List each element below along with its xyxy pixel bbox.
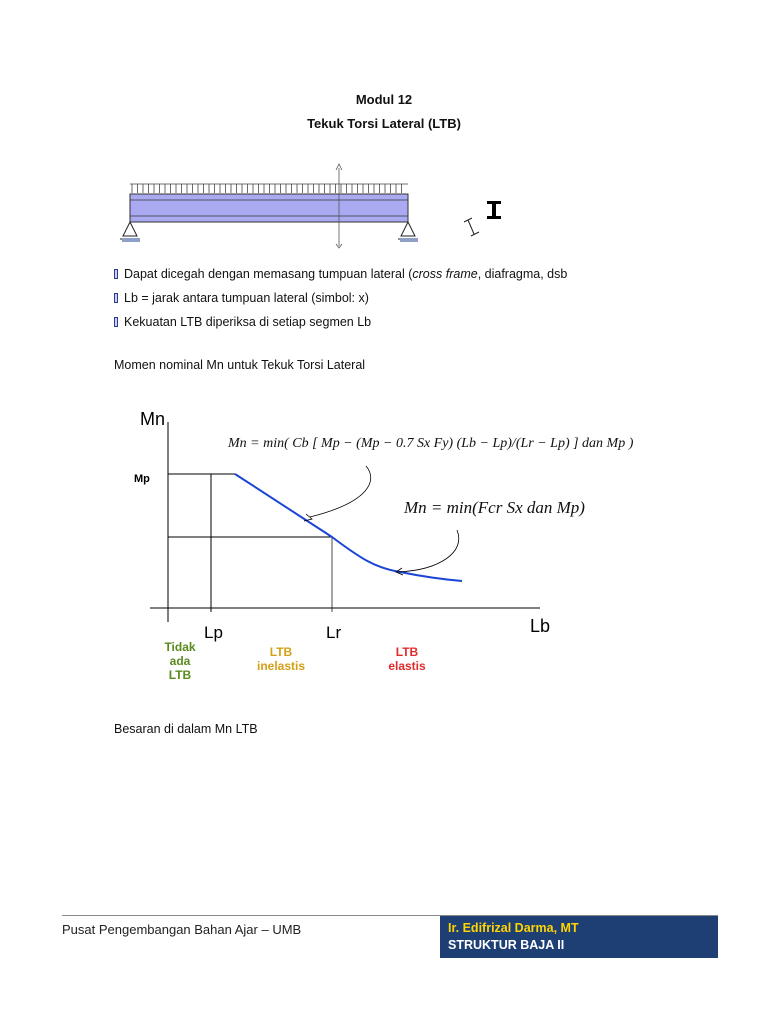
i-section-icon <box>487 201 501 219</box>
left-support-icon <box>120 222 140 239</box>
bullet-item <box>114 262 567 286</box>
bullet-text: Kekuatan LTB diperiksa di setiap segmen Lb <box>124 315 372 329</box>
footer-course: STRUKTUR BAJA II <box>448 938 565 952</box>
x-tick-lp: Lp <box>204 623 223 642</box>
y-axis-label: Mn <box>140 409 166 429</box>
module-number: Modul 12 <box>355 92 413 107</box>
paragraph-mn-intro: Momen nominal Mn untuk Tekuk Torsi Lateral <box>114 358 366 372</box>
bullet-item <box>114 310 567 334</box>
zone-ltb-inelastic: LTB inelastis <box>256 645 306 673</box>
right-support-hatch <box>400 238 418 242</box>
footer-author: Ir. Edifrizal Darma, MT <box>448 921 579 935</box>
formula-elastic: Mn = min(Fcr Sx dan Mp) <box>404 498 585 517</box>
bullet-list <box>114 262 567 334</box>
distributed-load-arrows <box>130 184 408 193</box>
zone-no-ltb: Tidak ada LTB <box>164 640 196 682</box>
footer-author-box <box>440 916 718 958</box>
left-support-hatch <box>122 238 140 242</box>
right-support-icon <box>398 222 418 239</box>
formula-inelastic: Mn = min( Cb [ Mp − (Mp − 0.7 Sx Fy) (Lb − Lp)/(Lr − Lp) ] dan Mp ) <box>228 436 634 451</box>
twisted-section-icon <box>464 218 479 236</box>
paragraph-besaran: Besaran di dalam Mn LTB <box>114 722 258 736</box>
y-tick-mp: Mp <box>134 473 150 485</box>
footer-institution: Pusat Pengembangan Bahan Ajar – UMB <box>62 922 302 937</box>
x-tick-lr: Lr <box>326 623 342 642</box>
pointer-elastic <box>398 530 459 572</box>
beam-body <box>130 194 408 222</box>
bullet-icon <box>114 317 118 327</box>
pointer-inelastic <box>310 466 371 517</box>
page-title: Tekuk Torsi Lateral (LTB) <box>307 116 461 131</box>
bullet-icon <box>114 293 118 303</box>
ltb-curve <box>235 474 462 581</box>
bullet-icon <box>114 269 118 279</box>
bullet-text: Lb = jarak antara tumpuan lateral (simbol: x) <box>124 291 369 305</box>
zone-ltb-elastic: LTB elastis <box>388 645 426 673</box>
bullet-text: Dapat dicegah dengan memasang tumpuan lateral (cross frame, diafragma, dsb <box>124 267 568 281</box>
x-axis-label: Lb <box>530 616 551 636</box>
beam-diagram <box>110 160 530 250</box>
bullet-item <box>114 286 567 310</box>
